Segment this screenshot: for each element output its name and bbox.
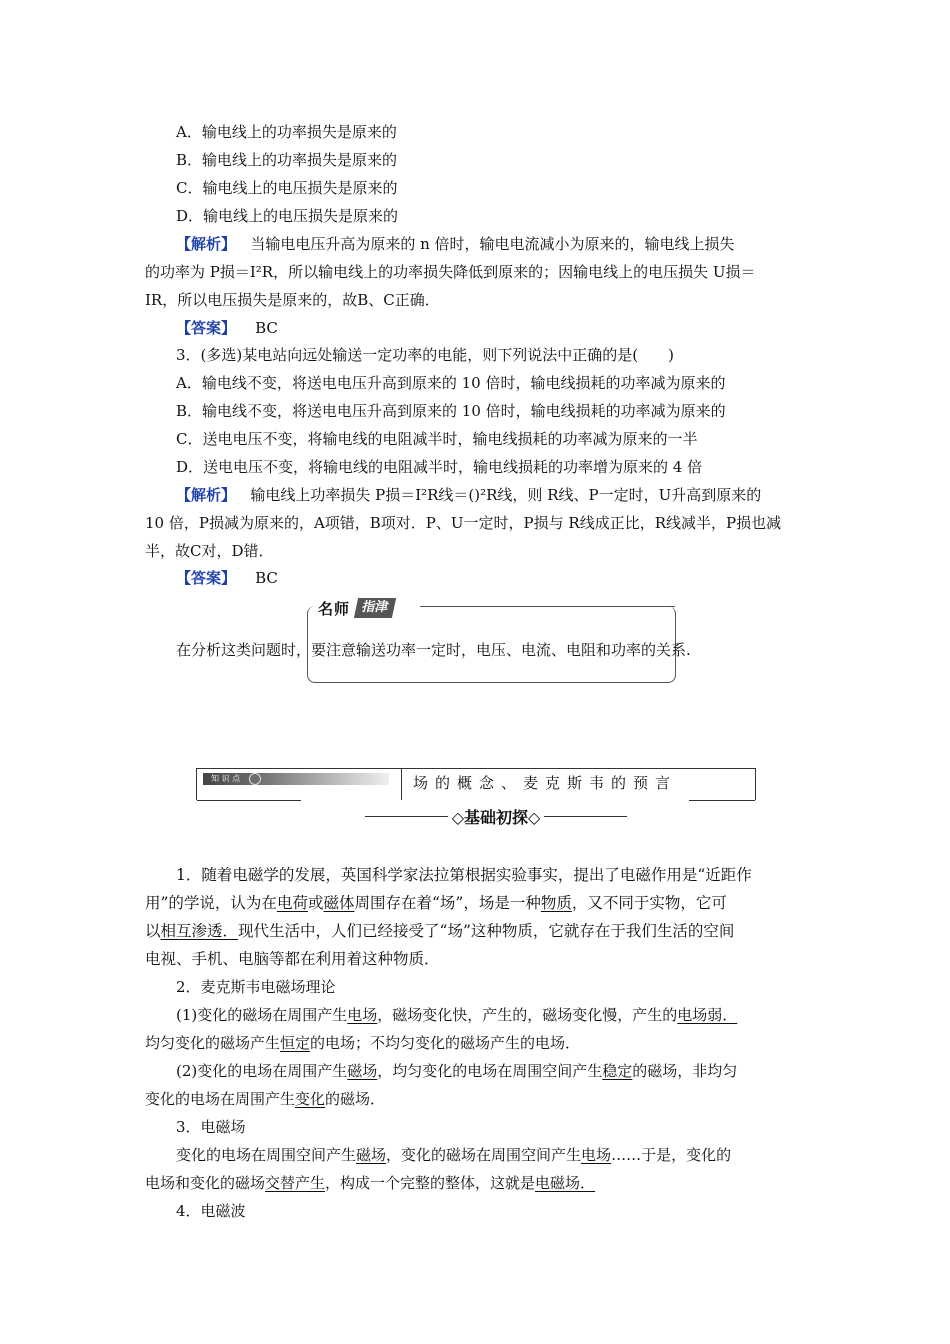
- subheading-basic: [365, 804, 627, 828]
- answer-tag: 【答案】: [176, 319, 237, 337]
- q2-analysis-text1: 当输电电压升高为原来的 n 倍时，输电电流减小为原来的，输电线上损失: [250, 235, 735, 253]
- text: ，变化的磁场在周围空间产生: [386, 1146, 582, 1164]
- text: ，磁场变化快，产生的，磁场变化慢，产生的: [377, 1006, 678, 1024]
- knowledge-point-label: 知 识 点: [211, 774, 241, 783]
- q3-analysis-line2: 10 倍，P损减为原来的，A项错，B项对．P、U一定时，P损与 R线成正比，R线减半，P损也减: [145, 514, 782, 532]
- p1-line2: [145, 893, 727, 913]
- knowledge-point-icon: [203, 773, 389, 785]
- fill-blank: 稳定: [602, 1062, 633, 1080]
- fill-blank: 物质: [540, 894, 572, 912]
- answer-tag: 【答案】: [176, 569, 237, 587]
- fill-blank: 电场弱．: [677, 1006, 738, 1024]
- fill-blank: 交替产生: [265, 1174, 326, 1192]
- p2-line1: [176, 1005, 737, 1025]
- text: 用”的学说，认为在: [145, 894, 277, 912]
- section-divider: [401, 769, 402, 800]
- p2-line2: [145, 1033, 580, 1053]
- text: ，均匀变化的电场在周围空间产生: [377, 1062, 603, 1080]
- q2-option-c: C．输电线上的电压损失是原来的: [176, 179, 398, 197]
- p3-heading: 3．电磁场: [176, 1118, 246, 1136]
- text: ，构成一个完整的整体，这就是: [325, 1174, 536, 1192]
- analysis-tag: 【解析】: [176, 235, 237, 253]
- text: 的磁场，非均匀: [632, 1062, 738, 1080]
- text: 均匀变化的磁场产生: [145, 1034, 281, 1052]
- q2-answer: [176, 318, 278, 338]
- p2-line4: [145, 1089, 385, 1109]
- fill-blank: 电磁场．: [535, 1174, 596, 1192]
- circle-icon: [249, 773, 261, 785]
- q2-analysis-line3: IR，所以电压损失是原来的，故B、C正确．: [145, 291, 440, 309]
- q2-analysis-line1: [176, 234, 735, 254]
- p1-line3: [145, 921, 734, 941]
- q3-option-a: A．输电线不变，将送电电压升高到原来的 10 倍时，输电线损耗的功率减为原来的: [176, 374, 726, 392]
- text: (2)变化的电场在周围产生: [176, 1062, 348, 1080]
- q3-option-d: D．送电电压不变，将输电线的电阻减半时，输电线损耗的功率增为原来的 4 倍: [176, 458, 703, 476]
- tip-box-top-border: [420, 606, 675, 607]
- fill-blank: 磁体: [323, 894, 355, 912]
- q2-option-a: A．输电线上的功率损失是原来的: [176, 123, 397, 141]
- q3-answer: [176, 568, 278, 588]
- subheading-right-rule: [544, 816, 627, 817]
- subheading-text: ◇基础初探◇: [451, 807, 541, 827]
- fill-blank: 磁场: [356, 1146, 387, 1164]
- fill-blank: 磁场: [347, 1062, 378, 1080]
- text: 周围存在着“场”，场是一种: [354, 894, 541, 912]
- fill-blank: 电场: [581, 1146, 612, 1164]
- section-bottom-left-rule: [197, 800, 301, 801]
- text: 的电场；不均匀变化的磁场产生的电场．: [310, 1034, 581, 1052]
- text: 现代生活中，人们已经接受了“场”这种物质，它就存在于我们生活的空间: [238, 922, 735, 940]
- q3-option-c: C．送电电压不变，将输电线的电阻减半时，输电线损耗的功率减为原来的一半: [176, 430, 698, 448]
- q2-option-d: D．输电线上的电压损失是原来的: [176, 207, 399, 225]
- fill-blank: 变化: [295, 1090, 326, 1108]
- q3-analysis-line1: [176, 485, 761, 505]
- p3-line2: [145, 1173, 595, 1193]
- fill-blank: 恒定: [280, 1034, 311, 1052]
- q3-stem: 3．(多选)某电站向远处输送一定功率的电能，则下列说法中正确的是( ): [176, 346, 674, 364]
- text: 电场和变化的磁场: [145, 1174, 266, 1192]
- section-title: 场的概念、麦克斯韦的预言: [413, 774, 678, 792]
- q3-analysis-line3: 半，故C对，D错．: [145, 542, 274, 560]
- subheading-left-rule: [365, 816, 448, 817]
- p1-line4: 电视、手机、电脑等都在利用着这种物质．: [145, 950, 440, 968]
- q3-analysis-text1: 输电线上功率损失 P损＝I²R线＝()²R线，则 R线、P一定时，U升高到原来的: [250, 486, 762, 504]
- text: 变化的电场在周围空间产生: [176, 1146, 357, 1164]
- fill-blank: 相互渗透．: [160, 922, 239, 940]
- tip-text: 在分析这类问题时，要注意输送功率一定时，电压、电流、电阻和功率的关系.: [176, 641, 691, 659]
- p2-line3: [176, 1061, 737, 1081]
- q2-analysis-line2: 的功率为 P损＝I²R，所以输电线上的功率损失降低到原来的；因输电线上的电压损失 U损＝: [145, 263, 756, 281]
- text: 变化的电场在周围产生: [145, 1090, 296, 1108]
- p2-heading: 2．麦克斯韦电磁场理论: [176, 978, 336, 996]
- p1-line1: 1．随着电磁学的发展，英国科学家法拉第根据实验事实，提出了电磁作用是“近距作: [176, 866, 752, 884]
- tip-badge-label: 名师: [318, 599, 351, 618]
- q2-answer-value: BC: [255, 319, 278, 337]
- section-header: [196, 768, 756, 800]
- p4-heading: 4．电磁波: [176, 1202, 246, 1220]
- q2-option-b: B．输电线上的功率损失是原来的: [176, 151, 398, 169]
- text: ……于是，变化的: [611, 1146, 732, 1164]
- section-bottom-right-rule: [689, 800, 755, 801]
- text: 的磁场．: [325, 1090, 386, 1108]
- fill-blank: 电荷: [276, 894, 308, 912]
- fill-blank: 电场: [347, 1006, 378, 1024]
- tip-badge: [318, 597, 420, 619]
- tip-badge-highlight: 指津: [354, 598, 396, 618]
- q3-answer-value: BC: [255, 569, 278, 587]
- text: 或: [307, 894, 324, 912]
- text: (1)变化的磁场在周围产生: [176, 1006, 348, 1024]
- q3-option-b: B．输电线不变，将送电电压升高到原来的 10 倍时，输电线损耗的功率减为原来的: [176, 402, 726, 420]
- text: ，又不同于实物，它可: [571, 894, 727, 912]
- analysis-tag: 【解析】: [176, 486, 237, 504]
- p3-line1: [176, 1145, 731, 1165]
- text: 以: [145, 922, 161, 940]
